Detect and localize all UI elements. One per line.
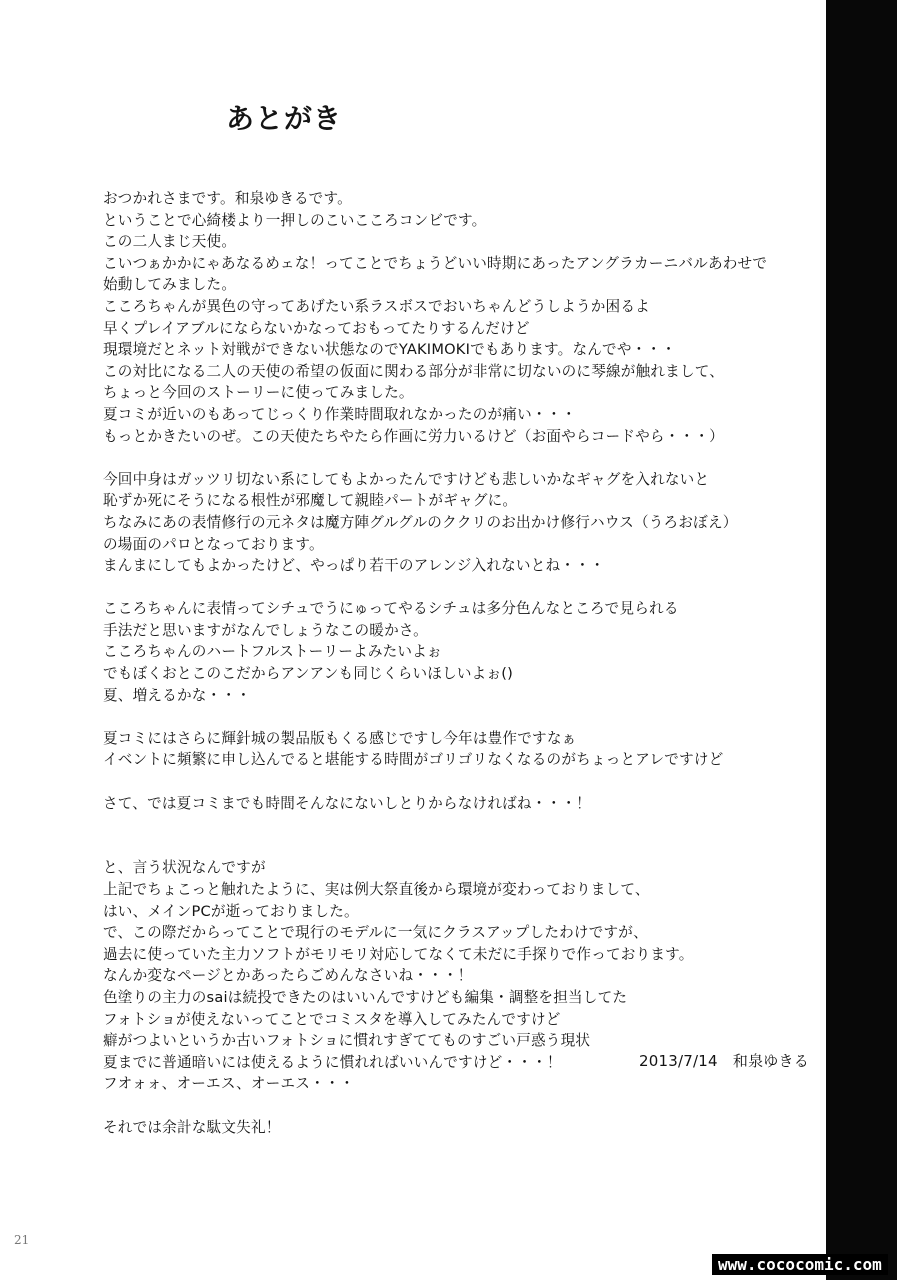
paragraph-7 bbox=[103, 1117, 823, 1139]
text-line: 癖がつよいというか古いフォトショに慣れすぎててものすごい戸惑う現状 bbox=[103, 1032, 591, 1050]
paragraph-gap bbox=[103, 577, 823, 599]
paragraph-gap bbox=[103, 771, 823, 793]
text-line: 夏コミが近いのもあってじっくり作業時間取れなかったのが痛い・・・ bbox=[103, 405, 577, 423]
text-line: もっとかきたいのぜ。この天使たちやたら作画に労力いるけど（お面やらコードやら・・・） bbox=[103, 427, 724, 445]
text-line: この対比になる二人の天使の希望の仮面に関わる部分が非常に切ないのに琴線が触れまして、 bbox=[103, 362, 725, 380]
site-watermark: www.cococomic.com bbox=[712, 1254, 888, 1275]
text-line: イベントに頻繁に申し込んでると堪能する時間がゴリゴリなくなるのがちょっとアレですけど bbox=[103, 751, 724, 769]
paragraph-gap bbox=[103, 706, 823, 728]
afterword-body bbox=[103, 188, 823, 1138]
text-line: 手法だと思いますがなんでしょうなこの暖かさ。 bbox=[103, 621, 428, 639]
text-line: 上記でちょこっと触れたように、実は例大祭直後から環境が変わっておりまして、 bbox=[103, 881, 650, 898]
text-line: 今回中身はガッツリ切ない系にしてもよかったんですけども悲しいかなギャグを入れないと bbox=[103, 470, 710, 488]
text-line: でもぼくおとこのこだからアンアンも同じくらいほしいよぉ() bbox=[103, 665, 514, 683]
text-line: 過去に使っていた主力ソフトがモリモリ対応してなくて未だに手探りで作っております。 bbox=[103, 945, 694, 963]
scan-edge-border bbox=[826, 0, 897, 1280]
page-title: あとがき bbox=[226, 102, 343, 135]
text-line: 夏コミにはさらに輝針城の製品版もくる感じですし今年は豊作ですなぁ bbox=[103, 729, 577, 747]
paragraph-5 bbox=[103, 793, 823, 815]
text-line: 始動してみました。 bbox=[103, 276, 237, 294]
paragraph-gap bbox=[103, 447, 823, 469]
text-line: こころちゃんに表情ってシチュでうにゅってやるシチュは多分色んなところで見られる bbox=[103, 600, 679, 618]
text-line: こいつぁかかにゃあなるめェな！ってことでちょうどいい時期にあったアングラカーニバルあわせで bbox=[103, 254, 768, 272]
text-line: フォトショが使えないってことでコミスタを導入してみたんですけど bbox=[103, 1010, 561, 1028]
paragraph-gap bbox=[103, 814, 823, 857]
text-line: それでは余計な駄文失礼！ bbox=[103, 1118, 281, 1136]
text-line: ということで心綺楼より一押しのこいこころコンビです。 bbox=[103, 211, 487, 229]
text-line: ちょっと今回のストーリーに使ってみました。 bbox=[103, 384, 414, 402]
text-line: 早くプレイアブルにならないかなっておもってたりするんだけど bbox=[103, 319, 530, 337]
text-line: 夏、増えるかな・・・ bbox=[103, 686, 251, 704]
paragraph-2 bbox=[103, 469, 823, 577]
text-line: こころちゃんが異色の守ってあげたい系ラスボスでおいちゃんどうしようか困るよ bbox=[103, 297, 650, 315]
paragraph-4 bbox=[103, 728, 823, 771]
paragraph-gap bbox=[103, 1095, 823, 1117]
text-line: さて、では夏コミまでも時間そんなにないしとりからなければね・・・！ bbox=[103, 794, 591, 812]
text-line: 恥ずか死にそうになる根性が邪魔して親睦パートがギャグに。 bbox=[103, 492, 518, 510]
text-line: 色塗りの主力のsaiは続投できたのはいいんですけども編集・調整を担当してた bbox=[103, 988, 628, 1006]
text-line: ちなみにあの表情修行の元ネタは魔方陣グルグルのククリのお出かけ修行ハウス（うろおぼえ） bbox=[103, 513, 738, 531]
text-line: なんか変なページとかあったらごめんなさいね・・・！ bbox=[103, 967, 473, 985]
page-number: 21 bbox=[14, 1233, 30, 1247]
text-line: フオォォ、オーエス、オーエス・・・ bbox=[103, 1075, 355, 1093]
text-line: で、この際だからってことで現行のモデルに一気にクラスアップしたわけですが、 bbox=[103, 924, 648, 942]
text-line: おつかれさまです。和泉ゆきるです。 bbox=[103, 190, 352, 207]
paragraph-1 bbox=[103, 188, 823, 447]
text-line: この二人まじ天使。 bbox=[103, 233, 237, 251]
text-line: はい、メインPCが逝っておりました。 bbox=[103, 902, 359, 920]
text-line: の場面のパロとなっております。 bbox=[103, 535, 324, 553]
text-line: まんまにしてもよかったけど、やっぱり若干のアレンジ入れないとね・・・ bbox=[103, 557, 605, 575]
paragraph-3 bbox=[103, 598, 823, 706]
date-signature: 2013/7/14 和泉ゆきる bbox=[639, 1052, 809, 1070]
text-line: と、言う状況なんですが bbox=[103, 859, 266, 877]
text-line: こころちゃんのハートフルストーリーよみたいよぉ bbox=[103, 643, 442, 661]
text-line: 夏までに普通暗いには使えるように慣れればいいんですけど・・・！ bbox=[103, 1053, 562, 1071]
text-line: 現環境だとネット対戦ができない状態なのでYAKIMOKIでもあります。なんでや・・・ bbox=[103, 341, 677, 359]
